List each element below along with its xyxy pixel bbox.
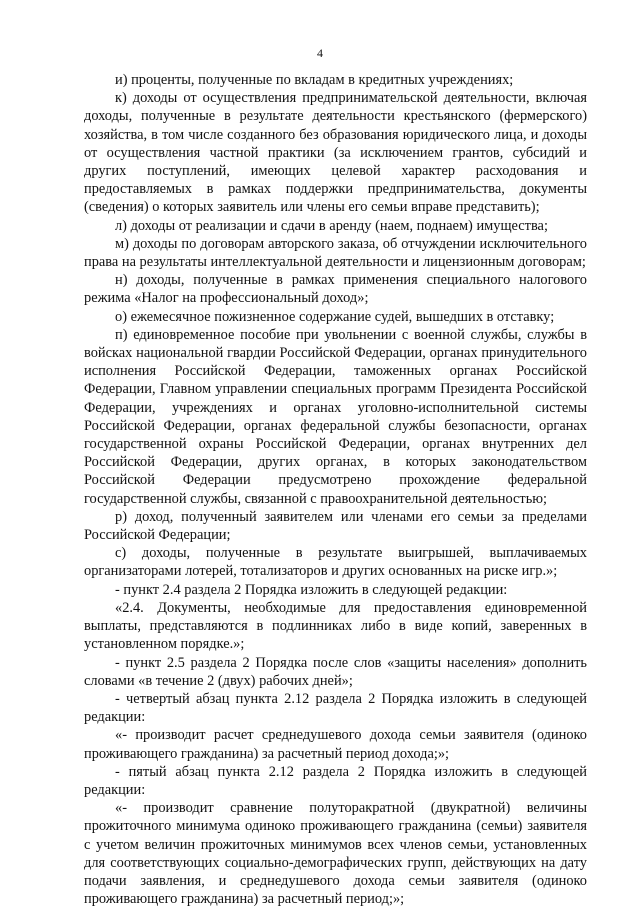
amendment-clause-2-12-fourth: - четвертый абзац пункта 2.12 раздела 2 Порядка изложить в следующей редакции: [84,690,587,726]
amendment-clause-2-4: - пункт 2.4 раздела 2 Порядка изложить в следующей редакции: [115,581,508,598]
paragraph-item-s: с) доходы, полученные в результате выигрышей, выплачиваемых организаторами лотерей, тотализаторов и других основанных на риске игр.»; [84,545,587,580]
amendment-text-2-4: «2.4. Документы, необходимые для предоставления единовременной выплаты, представляются в подлинниках либо в виде копий, заверенных в установленном порядке.»; [84,599,587,653]
paragraph-item-n: н) доходы, полученные в рамках применения специального налогового режима «Налог на профессиональный доход»; [84,272,587,307]
page-number: 4 [317,46,323,60]
paragraph-item-i: и) проценты, полученные по вкладам в кредитных учреждениях; [115,72,514,88]
amendment-text-2-12-fourth: «- производит расчет среднедушевого дохода семьи заявителя (одиноко проживающего гражданина) за расчетный период дохода;»; [84,727,587,762]
document-body [84,71,587,908]
paragraph-item-p: п) единовременное пособие при увольнении с военной службы, службы в войсках национальной гвардии Российской Федерации, органах принудительного исполнения Российской Федерации, таможенных органах Российской Федерации, Главном управлении специальных программ Президента Российской Федерации, учреждениях и органах уголовно-исполнительной системы Российской Федерации, органах федеральной службы безопасности, органах государственной охраны Российской Федерации, органах внутренних дел Российской Федерации, других органах, в которых законодательством Российской Федерации предусмотрено прохождение федеральной государственной службы, связанной с правоохранительной деятельностью; [84,326,587,507]
paragraph-item-r: р) доход, полученный заявителем или членами его семьи за пределами Российской Федерации; [84,508,587,544]
amendment-clause-2-12-fifth: - пятый абзац пункта 2.12 раздела 2 Порядка изложить в следующей редакции: [84,763,587,798]
paragraph-item-k: к) доходы от осуществления предпринимательской деятельности, включая доходы, полученные в результате деятельности крестьянского (фермерского) хозяйства, в том числе созданного без образования юридического лица, и доходы от осуществления частной практики (за исключением грантов, субсидий и других поступлений, имеющих целевой характер расходования и предоставляемых в рамках поддержки предпринимательства, документы (сведения) о которых заявитель или члены его семьи вправе представить); [84,90,587,216]
paragraph-item-m: м) доходы по договорам авторского заказа, об отчуждении исключительного права на результаты интеллектуальной деятельности и лицензионным договорам; [84,235,587,271]
paragraph-item-l: л) доходы от реализации и сдачи в аренду (наем, поднаем) имущества; [115,217,548,234]
paragraph-item-o: о) ежемесячное пожизненное содержание судей, вышедших в отставку; [115,308,555,325]
amendment-text-2-12-fifth: «- производит сравнение полуторакратной (двукратной) величины прожиточного минимума одиноко проживающего гражданина (семьи) заявителя с учетом величин прожиточных минимумов всех членов семьи, установленных для соответствующих социально-демографических групп, действующих на дату подачи заявления, и среднедушевого дохода семьи заявителя (одиноко проживающего гражданина) за расчетный период;»; [84,800,587,908]
amendment-clause-2-5: - пункт 2.5 раздела 2 Порядка после слов «защиты населения» дополнить словами «в течение 2 (двух) рабочих дней»; [84,654,587,689]
